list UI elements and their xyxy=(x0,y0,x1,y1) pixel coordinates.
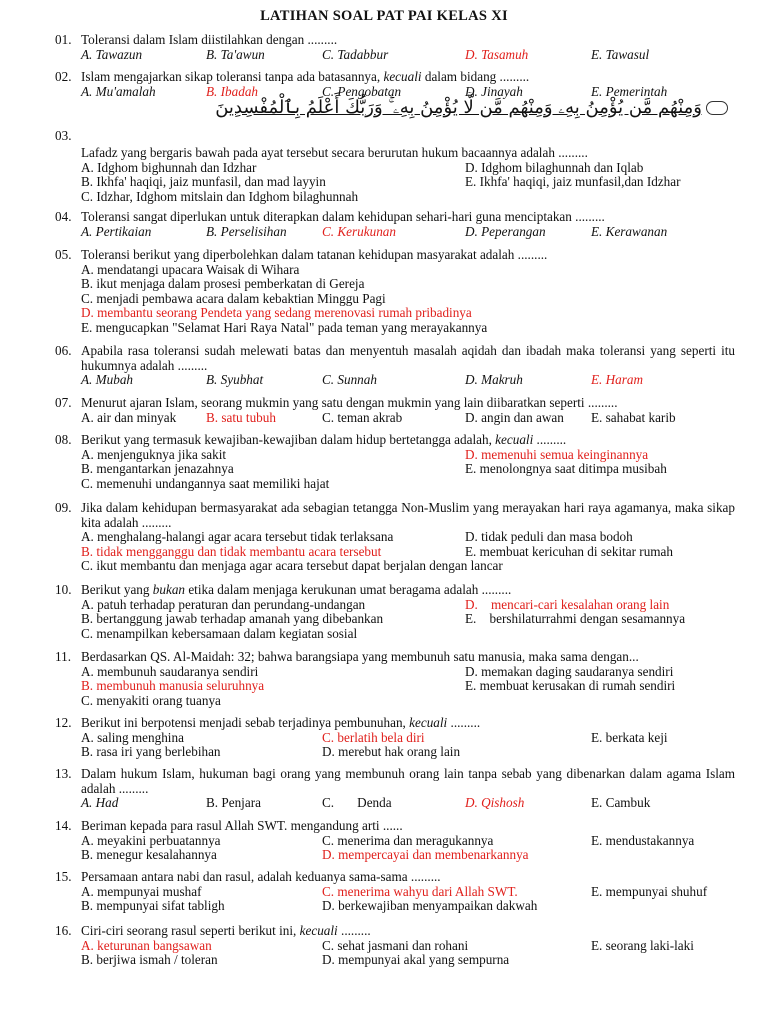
question-number: 03. xyxy=(55,128,72,143)
question-stem: Toleransi sangat diperlukan untuk diterapkan dalam kehidupan sehari-hari guna menciptakan ......... xyxy=(81,209,605,224)
option-d: D. mempunyai akal yang sempurna xyxy=(322,952,510,968)
option-d-answer: D. memenuhi semua keinginannya xyxy=(465,446,649,462)
question-stem: Persamaan antara nabi dan rasul, adalah keduanya sama-sama ......... xyxy=(81,869,441,884)
option-d-answer: D. membantu seorang Pendeta yang sedang merenovasi rumah pribadinya xyxy=(81,305,472,321)
question-stem: Berdasarkan QS. Al-Maidah: 32; bahwa barangsiapa yang membunuh satu manusia, maka sama dengan... xyxy=(81,649,639,664)
option-a: A. Idghom bighunnah dan Idzhar xyxy=(81,159,257,175)
option-a: A. menjenguknya jika sakit xyxy=(81,446,227,462)
question-stem xyxy=(81,433,735,448)
question-number: 07. xyxy=(55,395,72,410)
option-b-answer: B. Ibadah xyxy=(206,83,259,99)
option-a: A. mempunyai mushaf xyxy=(81,883,202,899)
stem-text: Berikut yang termasuk kewajiban-kewajiban dalam hidup bertetangga adalah, xyxy=(81,432,496,447)
option-e: E. Cambuk xyxy=(591,795,651,811)
option-d: D. tidak peduli dan masa bodoh xyxy=(465,529,633,545)
stem-emphasis: kecuali xyxy=(299,923,338,938)
option-c-answer: C. berlatih bela diri xyxy=(322,729,425,745)
option-d: D. angin dan awan xyxy=(465,409,564,425)
option-b: B. Perselisihan xyxy=(206,223,287,239)
option-b-answer: B. tidak mengganggu dan tidak membantu acara tersebut xyxy=(81,543,382,559)
option-c: C. Denda xyxy=(322,795,392,811)
option-d-answer: D. Qishosh xyxy=(465,795,525,811)
question-number: 05. xyxy=(55,247,72,262)
option-a: A. Tawazun xyxy=(81,46,143,62)
ayah-end-icon xyxy=(706,101,728,115)
question-number: 02. xyxy=(55,69,72,84)
option-b: B. berjiwa ismah / toleran xyxy=(81,952,218,968)
option-d: D. merebut hak orang lain xyxy=(322,744,461,760)
option-c: C. memenuhi undangannya saat memiliki hajat xyxy=(81,475,330,491)
option-e: E. mendustakannya xyxy=(591,832,695,848)
option-b-answer: B. satu tubuh xyxy=(206,409,276,425)
question-number: 15. xyxy=(55,869,72,884)
question-stem: Jika dalam kehidupan bermasyarakat ada sebagian tetangga Non-Muslim yang merayakan hari raya agamanya, maka sikap kita adalah ......... xyxy=(81,500,735,530)
option-a: A. Pertikaian xyxy=(81,223,152,239)
question-stem: Toleransi berikut yang diperbolehkan dalam tatanan kehidupan masyarakat adalah ......... xyxy=(81,247,548,262)
stem-text: dalam bidang ......... xyxy=(421,69,530,84)
option-c: C. Idzhar, Idghom mitslain dan Idghom bilaghunnah xyxy=(81,188,359,204)
question-stem xyxy=(81,70,735,85)
option-d: D. Makruh xyxy=(465,372,523,388)
option-e: E. menolongnya saat ditimpa musibah xyxy=(465,461,667,477)
question-number: 04. xyxy=(55,209,72,224)
question-stem: Apabila rasa toleransi sudah melewati batas dan menyentuh masalah aqidah dan ibadah maka toleransi yang seperti itu hukumnya adalah ......... xyxy=(81,343,735,373)
question-number: 01. xyxy=(55,32,72,47)
question-stem xyxy=(81,924,735,939)
option-d: D. Idghom bilaghunnah dan Iqlab xyxy=(465,159,644,175)
option-b: B. mempunyai sifat tabligh xyxy=(81,898,225,914)
option-e-answer: E. Haram xyxy=(591,372,644,388)
question-number: 06. xyxy=(55,343,72,358)
option-c: C. ikut membantu dan menjaga agar acara tersebut dapat berjalan dengan lancar xyxy=(81,558,503,574)
stem-text: ......... xyxy=(337,923,371,938)
option-e: E. Ikhfa' haqiqi, jaiz munfasil,dan Idzhar xyxy=(465,174,681,190)
option-d-answer: D. mencari-cari kesalahan orang lain xyxy=(465,596,670,612)
question-number: 09. xyxy=(55,500,72,515)
option-e: E. mempunyai shuhuf xyxy=(591,883,708,899)
option-a: A. saling menghina xyxy=(81,729,184,745)
option-c: C. Sunnah xyxy=(322,372,377,388)
option-e: E. membuat kericuhan di sekitar rumah xyxy=(465,543,673,559)
option-c: C. Tadabbur xyxy=(322,46,389,62)
option-b: B. ikut menjaga dalam prosesi pemberkatan di Gereja xyxy=(81,276,365,292)
option-b-answer: B. membunuh manusia seluruhnya xyxy=(81,678,265,694)
option-a: A. Mubah xyxy=(81,372,134,388)
option-e: E. Kerawanan xyxy=(591,223,668,239)
question-number: 10. xyxy=(55,582,72,597)
option-b: B. Syubhat xyxy=(206,372,264,388)
option-d-answer: D. Tasamuh xyxy=(465,46,529,62)
option-b: B. Ikhfa' haqiqi, jaiz munfasil, dan mad layyin xyxy=(81,174,326,190)
option-b: B. Ta'awun xyxy=(206,46,265,62)
question-stem xyxy=(81,583,735,598)
option-b: B. menegur kesalahannya xyxy=(81,847,217,863)
arabic-verse-text: وَمِنْهُم مَّن يُؤْمِنُ بِهِۦ وَمِنْهُم مَّن لَّا يُؤْمِنُ بِهِۦ ۚ وَرَبُّكَ أَعْلَمُ بِٱلْمُفْسِدِينَ xyxy=(215,97,702,118)
question-stem xyxy=(81,716,735,731)
option-a: A. patuh terhadap peraturan dan perundang-undangan xyxy=(81,596,366,612)
stem-text: Islam mengajarkan sikap toleransi tanpa ada batasannya, xyxy=(81,69,384,84)
option-e: E. berkata keji xyxy=(591,729,668,745)
option-b: B. Penjara xyxy=(206,795,261,811)
option-a: A. Had xyxy=(81,795,119,811)
option-d: D. memakan daging saudaranya sendiri xyxy=(465,663,674,679)
option-a: A. mendatangi upacara Waisak di Wihara xyxy=(81,261,300,277)
option-b: B. rasa iri yang berlebihan xyxy=(81,744,221,760)
stem-emphasis: kecuali xyxy=(409,715,448,730)
option-d: D. berkewajiban menyampaikan dakwah xyxy=(322,898,538,914)
option-c: C. teman akrab xyxy=(322,409,403,425)
option-a: A. membunuh saudaranya sendiri xyxy=(81,663,259,679)
option-c: C. Pengobatan xyxy=(322,83,402,99)
page-title: LATIHAN SOAL PAT PAI KELAS XI xyxy=(260,8,508,24)
option-d: D. Jinayah xyxy=(465,83,523,99)
stem-text: Berikut ini berpotensi menjadi sebab terjadinya pembunuhan, xyxy=(81,715,410,730)
question-stem: Toleransi dalam Islam diistilahkan dengan ......... xyxy=(81,32,338,47)
question-number: 11. xyxy=(55,649,71,664)
option-e: E. seorang laki-laki xyxy=(591,937,694,953)
option-a-answer: A. keturunan bangsawan xyxy=(81,937,212,953)
option-e: E. Tawasul xyxy=(591,46,650,62)
option-b: B. mengantarkan jenazahnya xyxy=(81,461,234,477)
stem-emphasis: bukan xyxy=(152,582,186,597)
option-a: A. menghalang-halangi agar acara tersebut tidak terlaksana xyxy=(81,529,394,545)
option-e: E. sahabat karib xyxy=(591,409,676,425)
stem-text: etika dalam menjaga kerukunan umat beragama adalah ......... xyxy=(185,582,512,597)
option-a: A. meyakini perbuatannya xyxy=(81,832,221,848)
option-d: D. Peperangan xyxy=(465,223,546,239)
option-e: E. Pemerintah xyxy=(591,83,668,99)
option-a: A. Mu'amalah xyxy=(81,83,156,99)
question-stem: Menurut ajaran Islam, seorang mukmin yang satu dengan mukmin yang lain diibaratkan seperti ......... xyxy=(81,395,618,410)
arabic-verse xyxy=(80,92,728,128)
stem-text: Ciri-ciri seorang rasul seperti berikut ini, xyxy=(81,923,300,938)
option-c-answer: C. Kerukunan xyxy=(322,223,396,239)
question-number: 14. xyxy=(55,818,72,833)
stem-text: ......... xyxy=(533,432,567,447)
option-c: C. menampilkan kebersamaan dalam kegiatan sosial xyxy=(81,625,358,641)
question-stem: Beriman kepada para rasul Allah SWT. mengandung arti ...... xyxy=(81,818,403,833)
stem-emphasis: kecuali xyxy=(495,432,534,447)
option-e: E. membuat kerusakan di rumah sendiri xyxy=(465,678,676,694)
option-c: C. menyakiti orang tuanya xyxy=(81,692,221,708)
option-c: C. sehat jasmani dan rohani xyxy=(322,937,469,953)
option-a: A. air dan minyak xyxy=(81,409,177,425)
question-number: 08. xyxy=(55,432,72,447)
option-c: C. menjadi pembawa acara dalam kebaktian Minggu Pagi xyxy=(81,290,386,306)
question-stem: Lafadz yang bergaris bawah pada ayat tersebut secara berurutan hukum bacaannya adalah ......... xyxy=(81,145,588,160)
question-number: 12. xyxy=(55,715,72,730)
option-b: B. bertanggung jawab terhadap amanah yang dibebankan xyxy=(81,611,384,627)
option-d-answer: D. mempercayai dan membenarkannya xyxy=(322,847,529,863)
option-c: C. menerima dan meragukannya xyxy=(322,832,494,848)
question-number: 13. xyxy=(55,766,72,781)
option-e: E. bershilaturrahmi dengan sesamannya xyxy=(465,611,686,627)
stem-emphasis: kecuali xyxy=(383,69,422,84)
stem-text: ......... xyxy=(447,715,481,730)
option-c-answer: C. menerima wahyu dari Allah SWT. xyxy=(322,883,518,899)
option-e: E. mengucapkan "Selamat Hari Raya Natal" pada teman yang merayakannya xyxy=(81,319,488,335)
question-stem: Dalam hukum Islam, hukuman bagi orang yang membunuh orang lain tanpa sebab yang dibenarkan dalam agama Islam adalah ......... xyxy=(81,766,735,796)
stem-text: Berikut yang xyxy=(81,582,153,597)
question-number: 16. xyxy=(55,923,72,938)
